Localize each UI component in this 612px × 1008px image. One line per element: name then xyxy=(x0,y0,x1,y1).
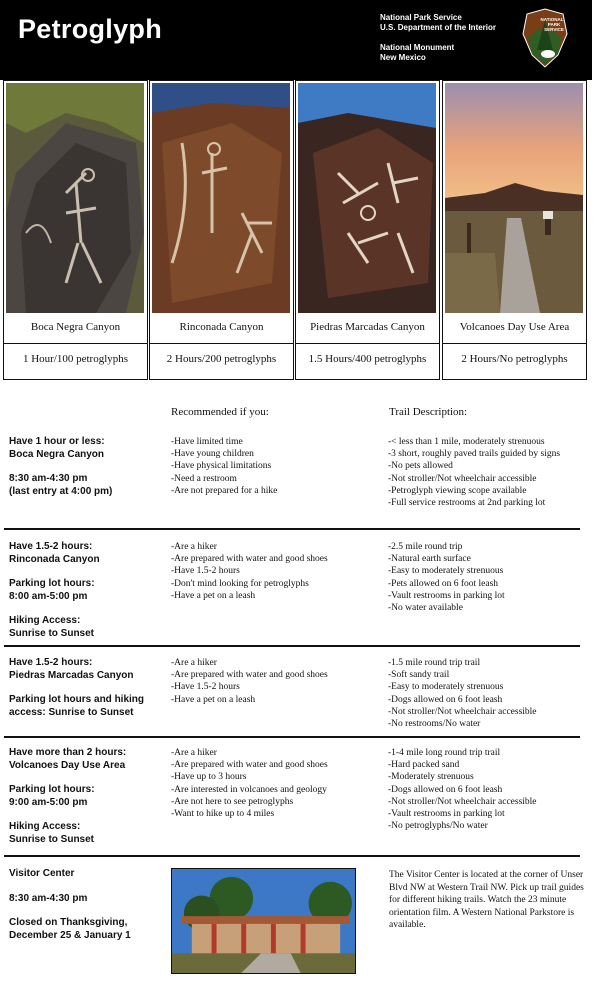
section-label: Visitor Center xyxy=(9,868,75,879)
section-label: Have more than 2 hours: Volcanoes Day Use Area xyxy=(9,747,127,771)
nps-arrowhead-logo xyxy=(522,8,568,68)
list-item: -Are a hiker xyxy=(171,542,217,552)
section-hours: Parking lot hours: 9:00 am-5:00 pm xyxy=(9,784,95,808)
list-item: -1.5 mile round trip trail xyxy=(388,658,481,668)
list-item: -No petroglyphs/No water xyxy=(388,821,488,832)
site-card-piedras-marcadas xyxy=(295,80,440,380)
unit-line-1: National Monument xyxy=(380,43,455,52)
section-rinconada-info xyxy=(9,541,100,652)
section-boca-negra-recommended xyxy=(171,436,277,497)
list-item: -Are prepared with water and good shoes xyxy=(171,554,328,565)
section-rinconada-trail xyxy=(388,541,505,614)
section-divider xyxy=(4,645,580,647)
card-divider xyxy=(150,343,293,344)
list-item: -Need a restroom xyxy=(171,473,237,484)
section-rinconada-recommended xyxy=(171,541,328,602)
section-piedras-marcadas-trail xyxy=(388,657,537,730)
site-card-volcanoes xyxy=(442,80,587,380)
site-info: 2 Hours/No petroglyphs xyxy=(461,353,568,365)
section-boca-negra-trail xyxy=(388,436,560,509)
list-item: -Easy to moderately strenuous xyxy=(388,682,504,693)
section-hours: Parking lot hours and hiking access: Sunrise to Sunset xyxy=(9,694,145,718)
section-label: Have 1.5-2 hours: Rinconada Canyon xyxy=(9,541,100,565)
site-card-rinconada xyxy=(149,80,294,380)
logo-text-2: PARK xyxy=(547,22,561,27)
section-divider xyxy=(4,736,580,738)
list-item: -2.5 mile round trip xyxy=(388,542,463,552)
site-info: 2 Hours/200 petroglyphs xyxy=(166,353,277,365)
list-item: -No restrooms/No water xyxy=(388,719,481,730)
list-item: -< less than 1 mile, moderately strenuous xyxy=(388,437,545,447)
list-item: -Dogs allowed on 6 foot leash xyxy=(388,784,503,795)
list-item: -Natural earth surface xyxy=(388,554,471,565)
list-item: -Soft sandy trail xyxy=(388,670,450,681)
list-item: -Easy to moderately strenuous xyxy=(388,566,504,577)
section-visitor-center-info xyxy=(9,868,131,954)
section-piedras-marcadas-info xyxy=(9,657,144,731)
list-item: -Not stroller/Not wheelchair accessible xyxy=(388,473,537,484)
list-item: -No pets allowed xyxy=(388,461,453,472)
logo-text-1: NATIONAL xyxy=(540,17,564,22)
section-hours: 8:30 am-4:30 pm (last entry at 4:00 pm) xyxy=(9,473,113,497)
section-divider xyxy=(4,528,580,530)
list-item: -Are a hiker xyxy=(171,748,217,758)
list-item: -Have physical limitations xyxy=(171,461,272,472)
list-item: -Have 1.5-2 hours xyxy=(171,566,240,577)
site-name: Rinconada Canyon xyxy=(179,321,264,333)
list-item: -Vault restrooms in parking lot xyxy=(388,590,505,601)
visitor-center-description: The Visitor Center is located at the corner of Unser Blvd NW at Western Trail NW. Pick up trail guides for different hiking trails. Watch the 23 minute orientation film. A Western National Parkstore is available. xyxy=(389,870,584,930)
list-item: -Have young children xyxy=(171,449,254,460)
section-closures: Closed on Thanksgiving, December 25 & January 1 xyxy=(9,917,131,941)
site-name: Piedras Marcadas Canyon xyxy=(310,321,425,333)
trail-heading: Trail Description: xyxy=(389,406,468,418)
volcanoes-photo xyxy=(445,83,583,313)
list-item: -Want to hike up to 4 miles xyxy=(171,809,275,820)
logo-text-3: SERVICE xyxy=(544,27,564,32)
section-volcanoes-recommended xyxy=(171,747,328,820)
site-info: 1 Hour/100 petroglyphs xyxy=(22,353,129,365)
visitor-center-photo xyxy=(171,868,356,974)
header xyxy=(0,0,592,80)
site-info: 1.5 Hours/400 petroglyphs xyxy=(308,353,427,365)
list-item: -1-4 mile long round trip trail xyxy=(388,748,501,758)
section-divider xyxy=(4,855,580,857)
list-item: -Not stroller/Not wheelchair accessible xyxy=(388,796,537,807)
agency-line-1: National Park Service xyxy=(380,13,462,22)
section-volcanoes-trail xyxy=(388,747,537,832)
page-title: Petroglyph xyxy=(18,14,163,44)
list-item: -Full service restrooms at 2nd parking lot xyxy=(388,498,546,509)
list-item: -Are prepared with water and good shoes xyxy=(171,760,328,771)
card-divider xyxy=(4,343,147,344)
recommended-heading: Recommended if you: xyxy=(171,406,269,418)
list-item: -Have a pet on a leash xyxy=(171,590,256,601)
list-item: -Not stroller/Not wheelchair accessible xyxy=(388,706,537,717)
section-label: Have 1 hour or less: Boca Negra Canyon xyxy=(9,436,105,460)
list-item: -Dogs allowed on 6 foot leash xyxy=(388,694,503,705)
unit-line-2: New Mexico xyxy=(380,53,426,62)
site-name: Boca Negra Canyon xyxy=(30,321,121,333)
agency-name xyxy=(380,13,496,33)
site-name: Volcanoes Day Use Area xyxy=(459,321,570,333)
list-item: -No water available xyxy=(388,603,463,614)
list-item: -Are interested in volcanoes and geology xyxy=(171,784,327,795)
list-item: -Hard packed sand xyxy=(388,760,460,771)
card-divider xyxy=(296,343,439,344)
card-divider xyxy=(443,343,586,344)
list-item: -Are a hiker xyxy=(171,658,217,668)
site-card-boca-negra xyxy=(3,80,148,380)
list-item: -3 short, roughly paved trails guided by signs xyxy=(388,449,561,460)
section-access: Hiking Access: Sunrise to Sunset xyxy=(9,821,95,845)
unit-name xyxy=(380,43,454,63)
section-label: Have 1.5-2 hours: Piedras Marcadas Canyon xyxy=(9,657,134,681)
rinconada-photo xyxy=(152,83,290,313)
list-item: -Have up to 3 hours xyxy=(171,772,247,783)
section-access: Hiking Access: Sunrise to Sunset xyxy=(9,615,95,639)
list-item: -Are not prepared for a hike xyxy=(171,485,278,496)
list-item: -Are not here to see petroglyphs xyxy=(171,796,294,807)
section-hours: Parking lot hours: 8:00 am-5:00 pm xyxy=(9,578,95,602)
agency-line-2: U.S. Department of the Interior xyxy=(380,23,497,32)
section-piedras-marcadas-recommended xyxy=(171,657,328,706)
section-boca-negra-info xyxy=(9,436,112,510)
piedras-marcadas-photo xyxy=(298,83,436,313)
list-item: -Moderately strenuous xyxy=(388,772,474,783)
list-item: -Pets allowed on 6 foot leash xyxy=(388,578,499,589)
boca-negra-photo xyxy=(6,83,144,313)
list-item: -Have a pet on a leash xyxy=(171,694,256,705)
section-hours: 8:30 am-4:30 pm xyxy=(9,892,88,904)
list-item: -Have 1.5-2 hours xyxy=(171,682,240,693)
list-item: -Don't mind looking for petroglyphs xyxy=(171,578,309,589)
site-cards xyxy=(0,80,592,380)
list-item: -Petroglyph viewing scope available xyxy=(388,485,527,496)
list-item: -Have limited time xyxy=(171,437,243,447)
list-item: -Vault restrooms in parking lot xyxy=(388,809,505,820)
list-item: -Are prepared with water and good shoes xyxy=(171,670,328,681)
section-volcanoes-info xyxy=(9,747,126,858)
